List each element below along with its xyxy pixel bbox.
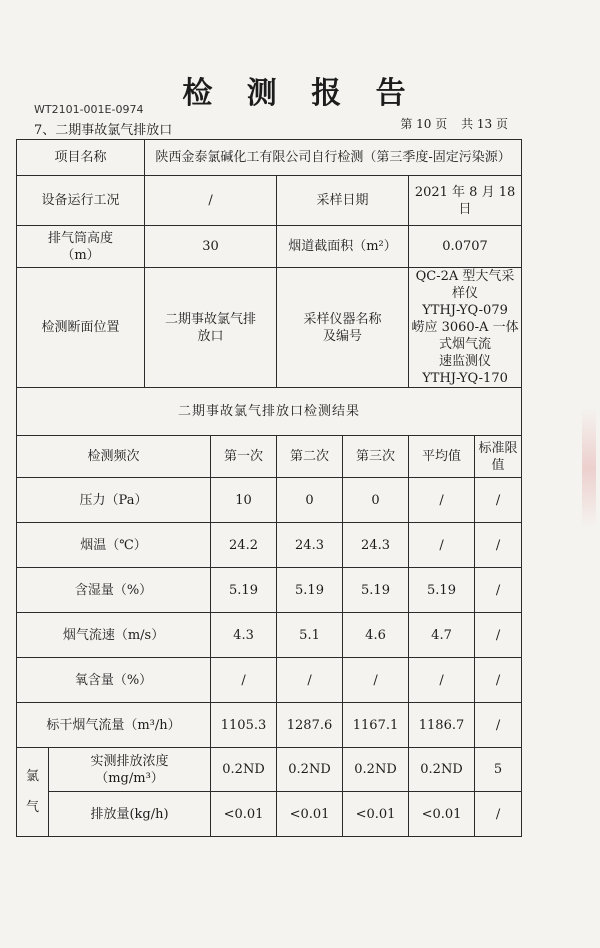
position-value [145, 268, 277, 388]
cell-value: 1105.3 [211, 703, 277, 748]
page-current: 第 10 页 [400, 117, 448, 131]
instrument-line: 崂应 3060-A 一体式烟气流 [411, 320, 519, 352]
cell-value: / [409, 523, 475, 568]
cell-value: 5.19 [409, 568, 475, 613]
area-value: 0.0707 [409, 226, 522, 268]
stamp-edge-mark [582, 408, 596, 528]
instrument-line: YTHJ-YQ-079 [422, 303, 508, 318]
cell-value: 5.1 [277, 613, 343, 658]
chlorine-concentration-row [17, 748, 522, 792]
condition-row [17, 176, 522, 226]
report-table [16, 139, 522, 837]
concentration-label-line2: （mg/m³） [95, 770, 164, 786]
cell-value: <0.01 [343, 792, 409, 837]
cell-value: / [475, 523, 522, 568]
cell-value: / [475, 613, 522, 658]
table-row [17, 658, 522, 703]
height-label [17, 226, 145, 268]
cell-value: 5.19 [277, 568, 343, 613]
instrument-line: YTHJ-YQ-170 [422, 371, 508, 386]
row-label: 标干烟气流量（m³/h） [17, 703, 211, 748]
concentration-label [49, 748, 211, 792]
condition-value: / [145, 176, 277, 226]
results-title-row [17, 388, 522, 436]
cell-value: 1167.1 [343, 703, 409, 748]
instrument-line: QC-2A 型大气采样仪 [415, 269, 515, 301]
cell-value: <0.01 [277, 792, 343, 837]
cell-value: / [475, 792, 522, 837]
table-row [17, 613, 522, 658]
results-header-row [17, 436, 522, 478]
header-average: 平均值 [409, 436, 475, 478]
cell-value: 1186.7 [409, 703, 475, 748]
chlorine-char-2: 气 [25, 800, 39, 815]
table-row [17, 703, 522, 748]
header-limit: 标准限值 [475, 436, 522, 478]
instrument-line: 速监测仪 [439, 354, 492, 369]
cell-value: 1287.6 [277, 703, 343, 748]
chlorine-rate-row [17, 792, 522, 837]
cell-value: 24.2 [211, 523, 277, 568]
table-row [17, 478, 522, 523]
condition-label: 设备运行工况 [17, 176, 145, 226]
cell-value: 4.3 [211, 613, 277, 658]
position-row [17, 268, 522, 388]
page-total: 共 13 页 [461, 117, 508, 131]
header-second: 第二次 [277, 436, 343, 478]
rate-label: 排放量(kg/h) [49, 792, 211, 837]
page-info [390, 115, 508, 132]
cell-value: 0.2ND [409, 748, 475, 792]
row-label: 含湿量（%） [17, 568, 211, 613]
section-title: 7、二期事故氯气排放口 [34, 123, 173, 138]
instrument-label-line2: 及编号 [323, 328, 363, 344]
page-title: 检 测 报 告 [182, 76, 418, 111]
area-label: 烟道截面积（m²） [277, 226, 409, 268]
cell-value: / [475, 658, 522, 703]
cell-value: / [475, 478, 522, 523]
position-value-line1: 二期事故氯气排 [165, 311, 257, 327]
position-label: 检测断面位置 [17, 268, 145, 388]
height-label-line1: 排气筒高度 [48, 230, 114, 246]
chlorine-group-label [17, 748, 49, 837]
cell-value: / [409, 478, 475, 523]
cell-value: / [211, 658, 277, 703]
date-label: 采样日期 [277, 176, 409, 226]
height-value: 30 [145, 226, 277, 268]
cell-value: 5.19 [211, 568, 277, 613]
project-label: 项目名称 [17, 140, 145, 176]
header-frequency: 检测频次 [17, 436, 211, 478]
results-title: 二期事故氯气排放口检测结果 [17, 388, 522, 436]
row-label: 氧含量（%） [17, 658, 211, 703]
instrument-label-line1: 采样仪器名称 [303, 311, 382, 327]
row-label: 烟温（℃） [17, 523, 211, 568]
header-third: 第三次 [343, 436, 409, 478]
cell-value: 4.6 [343, 613, 409, 658]
project-row [17, 140, 522, 176]
table-row [17, 523, 522, 568]
date-value: 2021 年 8 月 18 日 [409, 176, 522, 226]
cell-value: <0.01 [409, 792, 475, 837]
row-label: 压力（Pa） [17, 478, 211, 523]
header-first: 第一次 [211, 436, 277, 478]
cell-value: 0 [343, 478, 409, 523]
cell-value: 5 [475, 748, 522, 792]
instrument-value [409, 268, 522, 388]
position-value-line2: 放口 [197, 328, 224, 344]
row-label: 烟气流速（m/s） [17, 613, 211, 658]
cell-value: 0.2ND [277, 748, 343, 792]
cell-value: 0 [277, 478, 343, 523]
cell-value: / [475, 703, 522, 748]
cell-value: 24.3 [277, 523, 343, 568]
cell-value: 0.2ND [211, 748, 277, 792]
cell-value: 24.3 [343, 523, 409, 568]
height-row [17, 226, 522, 268]
cell-value: / [343, 658, 409, 703]
cell-value: 5.19 [343, 568, 409, 613]
cell-value: 4.7 [409, 613, 475, 658]
cell-value: / [277, 658, 343, 703]
concentration-label-line1: 实测排放浓度 [90, 753, 169, 769]
instrument-label [277, 268, 409, 388]
table-row [17, 568, 522, 613]
chlorine-char-1: 氯 [25, 769, 39, 784]
cell-value: <0.01 [211, 792, 277, 837]
project-value: 陕西金泰氯碱化工有限公司自行检测（第三季度-固定污染源） [145, 140, 522, 176]
report-number: WT2101-001E-0974 [34, 103, 144, 116]
height-label-line2: （m） [61, 247, 100, 263]
cell-value: 10 [211, 478, 277, 523]
cell-value: 0.2ND [343, 748, 409, 792]
cell-value: / [475, 568, 522, 613]
cell-value: / [409, 658, 475, 703]
